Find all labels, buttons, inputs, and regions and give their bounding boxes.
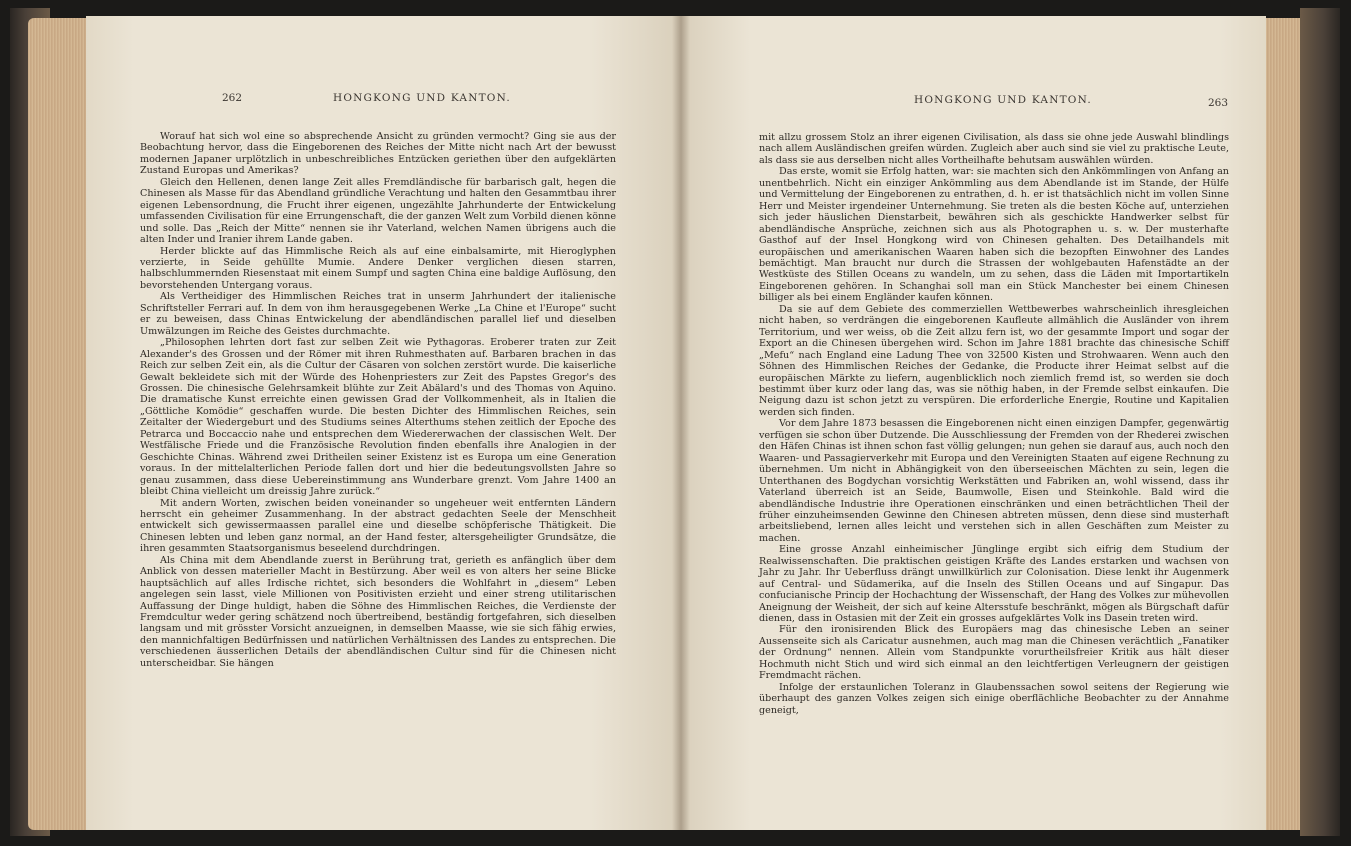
paragraph: Als China mit dem Abendlande zuerst in Berührung trat, gerieth es anfänglich über dem Anblick von dessen materieller Macht in Bestürzung. Aber weil es von alters her seine Blicke hauptsächlich auf alles Irdische richtet, sich besonders die Wohlfahrt in „diesem“ Leben angelegen sein lasst, viele Millionen von Positivisten erzieht und einer streng utilitarischen Auffassung der Dinge huldigt, haben die Söhne des Himmlischen Reiches, die Verdienste der Fremdcultur weder gering schätzend noch übertreibend, beständig fortgefahren, sich dieselben langsam und mit grösster Vorsicht anzueignen, in demselben Maasse, wie sie sich fähig erwies, den mannichfaltigen Bedürfnissen und natürlichen Verhältnissen des Landes zu entsprechen. Die verschiedenen äusserlichen Details der abendländischen Cultur sind für die Chinesen nicht unterscheidbar. Sie hängen [140,554,616,669]
paragraph: „Philosophen lehrten dort fast zur selben Zeit wie Pythagoras. Eroberer traten zur Zeit Alexander's des Grossen und der Römer mit ihren Ruhmesthaten auf. Barbaren brachen in das Reich zur selben Zeit ein, als die Cultur der Cäsaren von solchen zerstört wurde. Die kaiserliche Gewalt bekleidete sich mit der Würde des Hohenpriesters zur Zeit des Papstes Gregor's des Grossen. Die chinesische Gelehrsamkeit blühte zur Zeit Abälard's und des Thomas von Aquino. Die dramatische Kunst erreichte einen gewissen Grad der Vollkommenheit, als in Italien die „Göttliche Komödie“ geschaffen wurde. Die besten Dichter des Himmlischen Reiches, sein Zeitalter der Wiedergeburt und des Studiums seines Alterthums stehen zeitlich der Epoche des Petrarca und Boccaccio nahe und entsprechen dem Wiedererwachen der classischen Welt. Der Westfälische Friede und die Französische Revolution finden ebenfalls ihre Analogien in der Geschichte Chinas. Während zwei Dritheilen seiner Existenz ist es Europa um eine Generation voraus. In der mittelalterlichen Periode fallen dort und hier die bedeutungsvollsten Jahre so genau zusammen, dass diese Uebereinstimmung ans Wunderbare grenzt. Vom Jahre 1400 an bleibt China vielleicht um dreissig Jahre zurück.“ [140,337,616,498]
paragraph: Für den ironisirenden Blick des Europäers mag das chinesische Leben an seiner Aussenseite sich als Caricatur ausnehmen, auch mag man die Chinesen verächtlich „Fanatiker der Ordnung“ nennen. Allein vom Standpunkte vorurtheilsfreier Kritik aus hält dieser Hochmuth nicht Stich und wird sich einmal an den leichtfertigen Verleugnern der geistigen Fremdmacht rächen. [759,624,1229,682]
paragraph: mit allzu grossem Stolz an ihrer eigenen Civilisation, als dass sie ohne jede Auswahl blindlings nach allem Ausländischen greifen würden. Zugleich aber auch sind sie viel zu praktische Leute, als dass sie aus derselben nicht alles Vortheilhafte behutsam auswählen würden. [759,132,1229,166]
paragraph: Infolge der erstaunlichen Toleranz in Glaubenssachen sowol seitens der Regierung wie überhaupt des ganzen Volkes zeigen sich einige oberflächliche Beobachter zu der Annahme geneigt, [759,681,1229,716]
paragraph: Da sie auf dem Gebiete des commerziellen Wettbewerbes wahrscheinlich ihresgleichen nicht haben, so verdrängen die eingeborenen Kaufleute allmählich die Ausländer von ihrem Territorium, und wer weiss, ob die Zeit allzu fern ist, wo der gesammte Import und sogar der Export an die Chinesen übergehen wird. Schon im Jahre 1881 brachte das chinesische Schiff „Mefu“ nach England eine Ladung Thee von 32500 Kisten und Strohwaaren. Wenn auch den Söhnen des Himmlischen Reiches der Gedanke, die Producte ihrer Heimat selbst auf die europäischen Märkte zu liefern, augenblicklich noch ziemlich fremd ist, so werden sie doch bestimmt über kurz oder lang das, was sie nöthig haben, in der Fremde selbst einkaufen. Die Neigung dazu ist schon jetzt zu verspüren. Die erforderliche Energie, Routine und Kapitalien werden sich finden. [759,303,1229,418]
paragraph: Worauf hat sich wol eine so absprechende Ansicht zu gründen vermocht? Ging sie aus der Beobachtung hervor, dass die Eingeborenen des Reiches der Mitte nicht nach Art der bewusst modernen Japaner urplötzlich in unbeschreibliches Entzücken geriethen über den aufgeklärten Zustand Europas und Amerikas? [140,131,616,177]
paragraph: Das erste, womit sie Erfolg hatten, war: sie machten sich den Ankömmlingen von Anfang an unentbehrlich. Nicht ein einziger Ankömmling aus dem Abendlande ist im Stande, der Hülfe und Vermittelung der Eingeborenen zu entrathen, d. h. er ist thatsächlich nicht im vollen Sinne Herr und Meister irgendeiner Unternehmung. Sie treten als die besten Köche auf, unterziehen sich jeder häuslichen Dienstarbeit, bewähren sich als geschickte Handwerker selbst für abendländische Ansprüche, zeichnen sich aus als Photographen u. s. w. Der musterhafte Gasthof auf der Insel Hongkong wird von Chinesen gehalten. Des Detailhandels mit europäischen und amerikanischen Waaren haben sich die bezopften Einwohner des Landes bemächtigt. Man braucht nur durch die Strassen der wohlgebauten Hafenstädte an der Westküste des Stillen Oceans zu wandeln, um zu sehen, dass die Läden mit Importartikeln Eingeborenen gehören. In Schanghai soll man ein Stück Manchester bei einem Chinesen billiger als bei einem Engländer kaufen können. [759,166,1229,304]
left-page-number: 262 [222,92,243,104]
paragraph: Vor dem Jahre 1873 besassen die Eingeborenen nicht einen einzigen Dampfer, gegenwärtig verfügen sie schon über Dutzende. Die Ausschliessung der Fremden von der Rhederei zwischen den Häfen Chinas ist ihnen schon fast völlig gelungen; nun gehen sie darauf aus, auch noch den Waaren- und Passagierverkehr mit Europa und den Vereinigten Staaten auf eigene Rechnung zu übernehmen. Um nicht in Abhängigkeit von den überseeischen Mächten zu sein, legen die Unterthanen des Bogdychan vorsichtig Werkstätten und Fabriken an, wohl wissend, dass ihr Vaterland überreich ist an Seide, Baumwolle, Eisen und Steinkohle. Bald wird die abendländische Industrie ihre Operationen einschränken und einen beträchtlichen Theil der früher einzuheimsenden Gewinne den Chinesen abtreten müssen, denn diese sind musterhaft arbeitsliebend, lernen alles leicht und verstehen sich in allen Geschäften zum Meister zu machen. [759,418,1229,544]
paragraph: Gleich den Hellenen, denen lange Zeit alles Fremdländische für barbarisch galt, hegen die Chinesen als Masse für das Abendland gründliche Verachtung und halten den Gesammtbau ihrer eigenen Lebensordnung, die Frucht ihrer eigenen, ungezählte Jahrhunderte der Entwickelung umfassenden Civilisation für eine Errungenschaft, die der ganzen Welt zum Vorbild dienen könne und solle. Das „Reich der Mitte“ nennen sie ihr Vaterland, welchen Namen übrigens auch die alten Inder und Iranier ihrem Lande gaben. [140,176,616,246]
right-running-header: HONGKONG UND KANTON. [914,94,1092,106]
left-running-header: HONGKONG UND KANTON. [333,92,511,104]
right-page-number: 263 [1208,97,1229,109]
book-gutter [672,16,690,830]
right-page-body [759,132,1229,716]
paragraph: Eine grosse Anzahl einheimischer Jünglinge ergibt sich eifrig dem Studium der Realwissenschaften. Die praktischen geistigen Kräfte des Landes erstarken und wachsen von Jahr zu Jahr. Ihr Ueberfluss drängt unwillkürlich zur Colonisation. Diese lenkt ihr Augenmerk auf Central- und Südamerika, auf die Inseln des Stillen Oceans und auf Singapur. Das confucianische Princip der Hochachtung der Wissenschaft, der Hang des Volkes zur mühevollen Aneignung der Weisheit, der sich auf keine Altersstufe beschränkt, mögen als Bürgschaft dafür dienen, dass in Ostasien mit der Zeit ein grosses aufgeklärtes Volk ins Dasein treten wird. [759,544,1229,625]
paragraph: Herder blickte auf das Himmlische Reich als auf eine einbalsamirte, mit Hieroglyphen verzierte, in Seide gehüllte Mumie. Andere Denker verglichen diesen starren, halbschlummernden Riesenstaat mit einem Sumpf und sagten China eine baldige Auflösung, den bevorstehenden Untergang voraus. [140,245,616,291]
paragraph: Als Vertheidiger des Himmlischen Reiches trat in unserm Jahrhundert der italienische Schriftsteller Ferrari auf. In dem von ihm herausgegebenen Werke „La Chine et l'Europe“ sucht er zu beweisen, dass Chinas Entwickelung der abendländischen parallel lief und dieselben Umwälzungen im Reiche des Geistes durchmachte. [140,291,616,337]
left-page-body [140,131,616,669]
left-page-stack [28,18,90,830]
right-cover-edge [1300,8,1340,836]
paragraph: Mit andern Worten, zwischen beiden voneinander so ungeheuer weit entfernten Ländern herrscht ein geheimer Zusammenhang. In der abstract gedachten Seele der Menschheit entwickelt sich gewissermaassen parallel eine und dieselbe schöpferische Thätigkeit. Die Chinesen lebten und leben ganz normal, an der Hand fester, altersgeheiligter Grundsätze, die ihren gesammten Staatsorganismus beseelend durchdringen. [140,497,616,555]
